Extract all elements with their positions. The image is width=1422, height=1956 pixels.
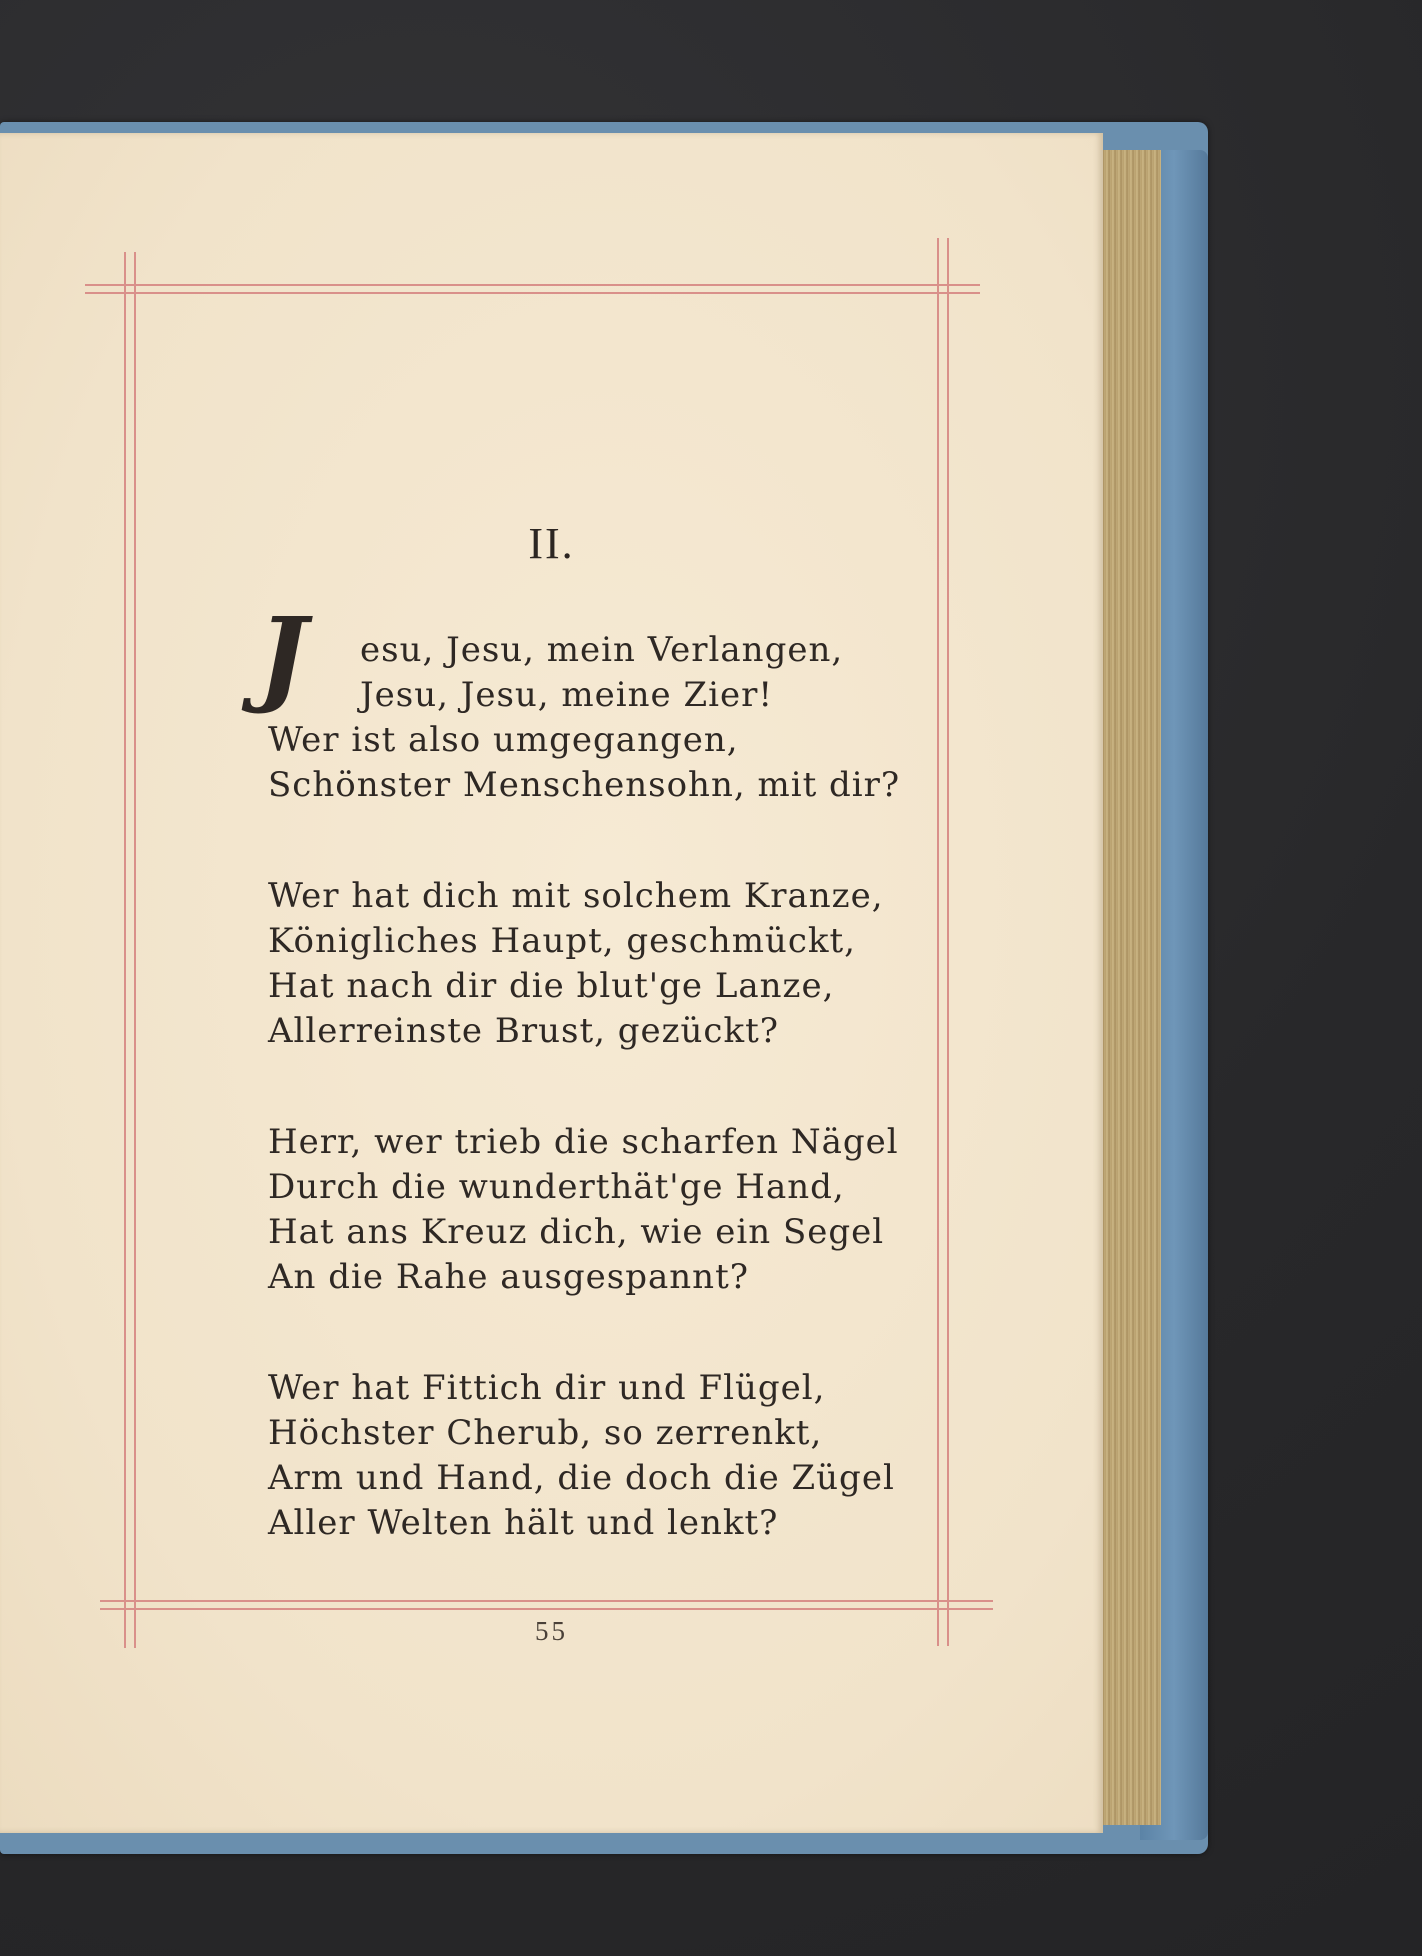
- frame-bottom-rule-outer: [100, 1600, 993, 1602]
- frame-top-rule-outer: [85, 284, 980, 286]
- poem-line: Allerreinste Brust, gezückt?: [268, 1011, 779, 1051]
- poem-line: Hat nach dir die blut'ge Lanze,: [268, 966, 835, 1006]
- poem-line: An die Rahe ausgespannt?: [268, 1257, 749, 1297]
- stanza-1: [268, 628, 1028, 808]
- poem-line: Königliches Haupt, geschmückt,: [268, 921, 856, 961]
- poem-line: Höchster Cherub, so zerrenkt,: [268, 1413, 823, 1453]
- page-number: 55: [535, 1616, 568, 1646]
- stanza-3: [268, 1120, 1028, 1300]
- poem-line: Hat ans Kreuz dich, wie ein Segel: [268, 1212, 885, 1252]
- frame-top-rule-inner: [85, 292, 980, 294]
- poem-line: Wer ist also umgegangen,: [268, 720, 739, 760]
- ornamental-dropcap: J: [258, 594, 308, 717]
- poem-line: Wer hat dich mit solchem Kranze,: [268, 876, 884, 916]
- page-block-edges: [1098, 150, 1161, 1825]
- stanza-4: [268, 1366, 1028, 1546]
- frame-left-rule-inner: [134, 252, 136, 1648]
- poem-line: Jesu, Jesu, meine Zier!: [360, 675, 774, 715]
- poem-line: Herr, wer trieb die scharfen Nägel: [268, 1122, 899, 1162]
- stanza-2: [268, 874, 1028, 1054]
- poem-line: Schönster Menschensohn, mit dir?: [268, 765, 901, 805]
- poem-line: esu, Jesu, mein Verlangen,: [360, 630, 844, 670]
- poem-line: Wer hat Fittich dir und Flügel,: [268, 1368, 826, 1408]
- poem-line: Aller Welten hält und lenkt?: [268, 1503, 779, 1543]
- frame-left-rule-outer: [124, 252, 126, 1648]
- poem-number-heading: II.: [528, 519, 575, 568]
- frame-bottom-rule-inner: [100, 1608, 993, 1610]
- poem-line: Arm und Hand, die doch die Zügel: [268, 1458, 895, 1498]
- poem-line: Durch die wunderthät'ge Hand,: [268, 1167, 845, 1207]
